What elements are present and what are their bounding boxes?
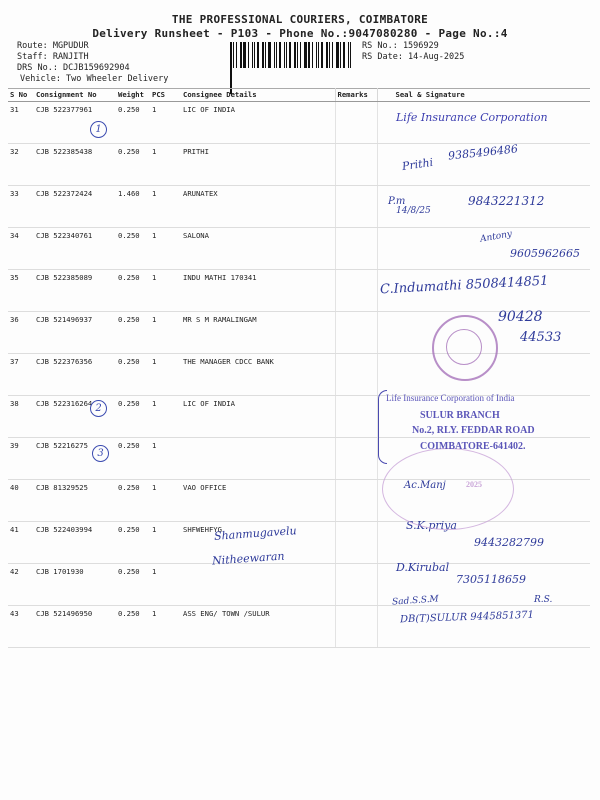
vehicle-text: Vehicle: Two Wheeler Delivery xyxy=(20,74,169,84)
cell-consignee: VAO OFFICE xyxy=(181,480,335,522)
cell-weight: 0.250 xyxy=(116,396,150,438)
cell-weight: 0.250 xyxy=(116,564,150,606)
cell-pcs: 1 xyxy=(150,480,181,522)
barcode-bar xyxy=(318,42,319,68)
cell-remarks xyxy=(335,312,377,354)
barcode-bar xyxy=(350,42,351,68)
cell-consignment: CJB 522316264 xyxy=(34,396,116,438)
cell-remarks xyxy=(335,186,377,228)
cell-weight: 0.250 xyxy=(116,228,150,270)
barcode-bar xyxy=(230,42,232,68)
cell-consignee: PRITHI xyxy=(181,144,335,186)
barcode-bar xyxy=(336,42,339,68)
cell-weight: 0.250 xyxy=(116,522,150,564)
cell-pcs: 1 xyxy=(150,522,181,564)
cell-consignment: CJB 522372424 xyxy=(34,186,116,228)
cell-pcs: 1 xyxy=(150,438,181,480)
cell-sno: 41 xyxy=(8,522,34,564)
cell-remarks xyxy=(335,144,377,186)
barcode-bar xyxy=(348,42,349,68)
signature-row-43b: R.S. xyxy=(534,595,553,605)
barcode-bar xyxy=(304,42,307,68)
cell-remarks xyxy=(335,606,377,648)
barcode-image xyxy=(230,42,356,68)
cell-remarks xyxy=(335,102,377,144)
signature-row-40: Ac.Manj xyxy=(404,480,446,491)
barcode-bar xyxy=(248,42,249,68)
col-header-consignee: Consignee Details xyxy=(181,89,335,102)
barcode-bar xyxy=(297,42,298,68)
cell-consignment: CJB 52216275 xyxy=(34,438,116,480)
round-seal-inner xyxy=(446,329,482,365)
cell-pcs: 1 xyxy=(150,564,181,606)
barcode-bar xyxy=(343,42,345,68)
phone-row-41: 9443282799 xyxy=(474,536,544,549)
stamp-line-1: Life Insurance Corporation of India xyxy=(386,393,515,403)
barcode-bar xyxy=(252,42,253,68)
cell-sno: 33 xyxy=(8,186,34,228)
runsheet-table xyxy=(8,88,590,648)
signature-row-33: P.m xyxy=(388,196,406,207)
cell-pcs: 1 xyxy=(150,270,181,312)
drs-text: DRS No.: DCJB159692904 xyxy=(17,63,130,73)
signature-row-41a: Shanmugavelu xyxy=(213,524,298,543)
cell-consignee: ARUNATEX xyxy=(181,186,335,228)
barcode-bar xyxy=(300,42,301,68)
phone-row-42: 7305118659 xyxy=(456,573,526,586)
cell-sno: 43 xyxy=(8,606,34,648)
barcode-bar xyxy=(240,42,242,68)
cell-weight: 1.460 xyxy=(116,186,150,228)
stamp-line-3: No.2, RLY. FEDDAR ROAD xyxy=(412,425,535,436)
signature-row-36b: 44533 xyxy=(520,330,562,345)
cell-consignment: CJB 522376356 xyxy=(34,354,116,396)
cell-consignee: SALONA xyxy=(181,228,335,270)
cell-weight: 0.250 xyxy=(116,354,150,396)
phone-row-33: 9843221312 xyxy=(468,194,545,208)
cell-sno: 32 xyxy=(8,144,34,186)
meta-right xyxy=(362,41,464,63)
cell-pcs: 1 xyxy=(150,354,181,396)
meta-left xyxy=(17,41,168,85)
cell-remarks xyxy=(335,522,377,564)
barcode-bar xyxy=(294,42,296,68)
company-title: THE PROFESSIONAL COURIERS, COIMBATORE xyxy=(171,13,429,26)
route-text: Route: MGPUDUR xyxy=(17,41,89,51)
barcode-bar xyxy=(254,42,255,68)
cell-sno: 36 xyxy=(8,312,34,354)
faint-round-stamp xyxy=(382,448,514,530)
cell-sno: 35 xyxy=(8,270,34,312)
signature-row-35: C.Indumathi 8508414851 xyxy=(379,273,549,298)
stamp-line-4: COIMBATORE-641402. xyxy=(420,441,526,452)
signature-row-34: Antony xyxy=(479,229,513,245)
col-header-seal: Seal & Signature xyxy=(377,89,590,102)
cell-sno: 31 xyxy=(8,102,34,144)
phone-row-32: 9385496486 xyxy=(447,142,519,163)
barcode-bar xyxy=(257,42,259,68)
rs-date-text: RS Date: 14-Aug-2025 xyxy=(362,52,465,62)
cell-consignment: CJB 1701930 xyxy=(34,564,116,606)
cell-consignee: THE MANAGER CDCC BANK xyxy=(181,354,335,396)
cell-sno: 42 xyxy=(8,564,34,606)
cell-pcs: 1 xyxy=(150,228,181,270)
barcode-bar xyxy=(268,42,271,68)
cell-consignee: LIC OF INDIA xyxy=(181,102,335,144)
phone-row-34: 9605962665 xyxy=(510,247,580,260)
cell-weight: 0.250 xyxy=(116,312,150,354)
cell-consignment: CJB 81329525 xyxy=(34,480,116,522)
cell-pcs: 1 xyxy=(150,396,181,438)
cell-weight: 0.250 xyxy=(116,480,150,522)
cell-consignment: CJB 521496937 xyxy=(34,312,116,354)
rs-number-text: RS No.: 1596929 xyxy=(362,41,439,51)
cell-consignment: CJB 522403994 xyxy=(34,522,116,564)
barcode-bar xyxy=(332,42,333,68)
date-row-33: 14/8/25 xyxy=(396,206,431,216)
cell-weight: 0.250 xyxy=(116,270,150,312)
signature-row-42a: Nitheewaran xyxy=(211,549,285,568)
cell-sno: 38 xyxy=(8,396,34,438)
barcode-bar xyxy=(321,42,323,68)
runsheet-subtitle: Delivery Runsheet - P103 - Phone No.:9047080280 - Page No.:4 xyxy=(92,27,508,40)
cell-remarks xyxy=(335,354,377,396)
signature-row-31: Life Insurance Corporation xyxy=(396,111,548,124)
cell-pcs: 1 xyxy=(150,144,181,186)
signature-row-32: Prithi xyxy=(401,155,434,174)
signature-row-36a: 90428 xyxy=(498,309,543,325)
cell-weight: 0.250 xyxy=(116,144,150,186)
cell-sno: 34 xyxy=(8,228,34,270)
cell-consignment: CJB 522385438 xyxy=(34,144,116,186)
cell-remarks xyxy=(335,270,377,312)
barcode-bar xyxy=(279,42,281,68)
barcode-bar xyxy=(316,42,317,68)
barcode-bar xyxy=(312,42,313,68)
barcode-bar xyxy=(329,42,330,68)
cell-pcs: 1 xyxy=(150,186,181,228)
circled-mark-2: 2 xyxy=(90,400,107,417)
signature-row-43a: Sad.S.S.M xyxy=(391,594,440,608)
barcode-bar xyxy=(284,42,285,68)
cell-weight: 0.250 xyxy=(116,102,150,144)
cell-pcs: 1 xyxy=(150,606,181,648)
cell-consignment: CJB 522385089 xyxy=(34,270,116,312)
barcode-bar xyxy=(265,42,266,68)
col-header-pcs: PCS xyxy=(150,89,181,102)
barcode-bar xyxy=(286,42,287,68)
cell-pcs: 1 xyxy=(150,312,181,354)
cell-weight: 0.250 xyxy=(116,438,150,480)
cell-remarks xyxy=(335,396,377,438)
cell-consignee: MR S M RAMALINGAM xyxy=(181,312,335,354)
barcode-bar xyxy=(326,42,328,68)
cell-remarks xyxy=(335,564,377,606)
barcode-bar xyxy=(236,42,237,68)
signature-row-43c: DB(T)SULUR 9445851371 xyxy=(399,609,535,626)
barcode-bar xyxy=(308,42,310,68)
stamp-line-2: SULUR BRANCH xyxy=(420,410,500,421)
cell-weight: 0.250 xyxy=(116,606,150,648)
staff-text: Staff: RANJITH xyxy=(17,52,89,62)
cell-consignee: LIC OF INDIA xyxy=(181,396,335,438)
cell-remarks xyxy=(335,228,377,270)
faint-stamp-year: 2025 xyxy=(466,480,482,489)
col-header-consignment: Consignment No xyxy=(34,89,116,102)
cell-consignment: CJB 521496950 xyxy=(34,606,116,648)
cell-consignee xyxy=(181,438,335,480)
circled-mark-1: 1 xyxy=(90,121,107,138)
barcode-bar xyxy=(274,42,275,68)
circled-mark-3: 3 xyxy=(92,445,109,462)
cell-remarks xyxy=(335,480,377,522)
cell-consignment: CJB 522377961 xyxy=(34,102,116,144)
barcode-bar xyxy=(340,42,341,68)
table-header-row xyxy=(8,89,590,102)
barcode-bar xyxy=(233,42,234,68)
cell-sno: 39 xyxy=(8,438,34,480)
col-header-weight: Weight xyxy=(116,89,150,102)
cell-consignee: INDU MATHI 170341 xyxy=(181,270,335,312)
table-row xyxy=(8,354,590,396)
cell-consignee: ASS ENG/ TOWN /SULUR xyxy=(181,606,335,648)
signature-row-41b: S.K.priya xyxy=(406,519,457,532)
cell-sno: 37 xyxy=(8,354,34,396)
barcode-bar xyxy=(243,42,246,68)
barcode-bar xyxy=(262,42,264,68)
cell-consignee: SHFWEHFYG xyxy=(181,522,335,564)
cell-consignment: CJB 522340761 xyxy=(34,228,116,270)
cell-sno: 40 xyxy=(8,480,34,522)
barcode-bar xyxy=(289,42,291,68)
cell-pcs: 1 xyxy=(150,102,181,144)
col-header-remarks: Remarks xyxy=(335,89,377,102)
cell-consignee xyxy=(181,564,335,606)
cell-remarks xyxy=(335,438,377,480)
barcode-bar xyxy=(276,42,277,68)
signature-row-42b: D.Kirubal xyxy=(396,561,450,574)
col-header-sno: S No xyxy=(8,89,34,102)
